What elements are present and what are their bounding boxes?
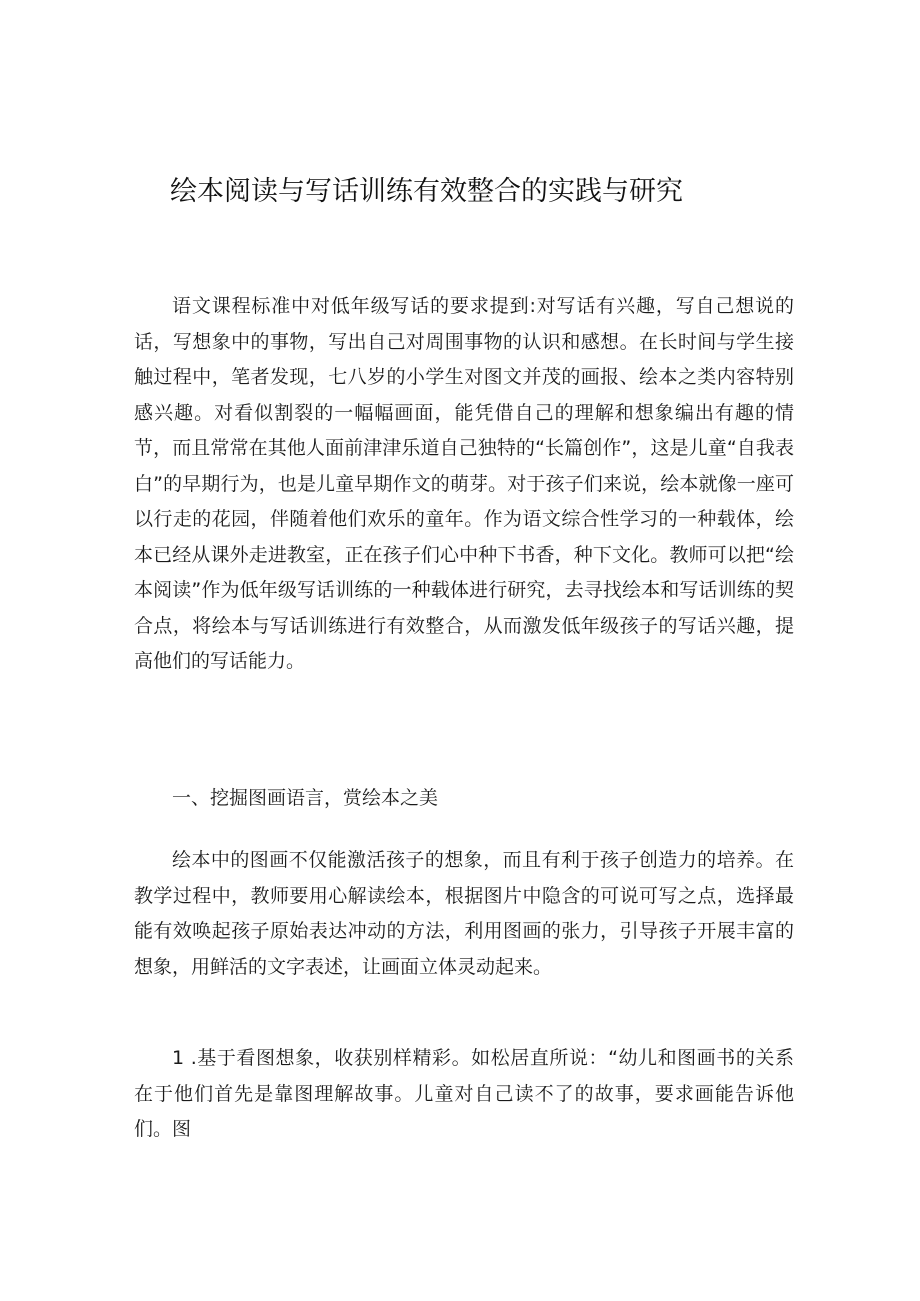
section-paragraph: 绘本中的图画不仅能激活孩子的想象，而且有利于孩子创造力的培养。在教学过程中，教师要用心解读绘本，根据图片中隐含的可说可写之点，选择最能有效唤起孩子原始表达冲动的方法，利用图画的张力，引导孩子开展丰富的想象，用鲜活的文字表述，让画面立体灵动起来。 [134,849,794,978]
intro-paragraph: 语文课程标准中对低年级写话的要求提到:对写话有兴趣，写自己想说的话，写想象中的事物，写出自己对周围事物的认识和感想。在长时间与学生接触过程中，笔者发现，七八岁的小学生对图文并茂的画报、绘本之类内容特别感兴趣。对看似割裂的一幅幅画面，能凭借自己的理解和想象编出有趣的情节，而且常常在其他人面前津津乐道自己独特的“长篇创作”，这是儿童“自我表白”的早期行为，也是儿童早期作文的萌芽。对于孩子们来说，绘本就像一座可以行走的花园，伴随着他们欢乐的童年。作为语文综合性学习的一种载体，绘本已经从课外走进教室，正在孩子们心中种下书香，种下文化。教师可以把“绘本阅读”作为低年级写话训练的一种载体进行研究，去寻找绘本和写话训练的契合点，将绘本与写话训练进行有效整合，从而激发低年级孩子的写话兴趣，提高他们的写话能力。 [134,295,794,672]
subsection-paragraph: 1 .基于看图想象，收获别样精彩。如松居直所说：“幼儿和图画书的关系在于他们首先是靠图理解故事。儿童对自己读不了的故事，要求画能告诉他们。图 [134,1047,794,1140]
section-heading: 一、挖掘图画语言，赏绘本之美 [172,787,439,809]
document-title: 绘本阅读与写话训练有效整合的实践与研究 [170,176,683,207]
